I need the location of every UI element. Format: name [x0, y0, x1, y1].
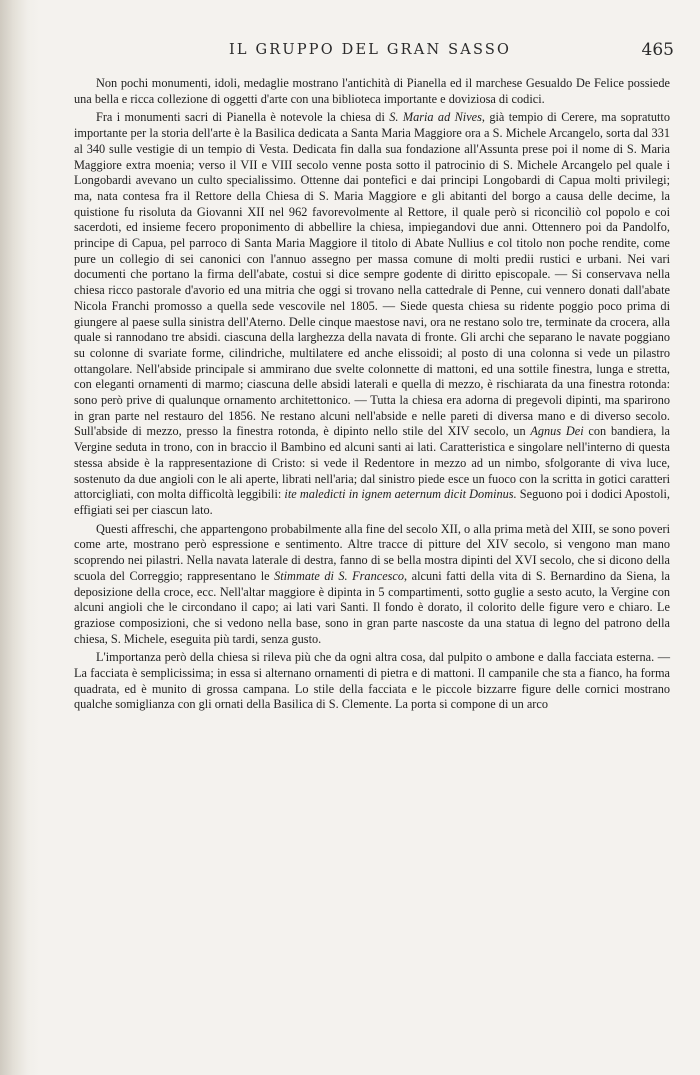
paragraph-2 — [74, 110, 670, 518]
book-page — [40, 0, 700, 1075]
page-header — [40, 42, 700, 66]
paragraph-1: Non pochi monumenti, idoli, medaglie mostrano l'antichità di Pianella ed il marchese Gesualdo De Felice possiede una bella e ricca collezione di oggetti d'arte con una biblioteca importante e doviziosa di codici. — [74, 76, 670, 106]
church-name-italic: S. Maria ad Nives — [389, 110, 482, 125]
paragraph-2-text-b: , già tempio di Cerere, ma sopratutto importante per la storia dell'arte è la Basilica dedicata a Santa Maria Maggiore ora a S. Michele Arcangelo, sorta dal 331 al 340 sulle vestigie di un tempio di Vesta. Dedicata fin dalla sua fondazione all'Assunta prese poi il nome di S. Maria Maggiore extra moenia; verso il VII e VIII secolo venne posta sotto il patrocinio di S. Michele Arcangelo pel quale i Longobardi avevano un culto specialissimo. Ottenne dai pontefici e dai principi Longobardi di Capua molti privilegi; ma, nata contesa fra il Rettore della Chiesa di S. Maria Maggiore e gli abitanti del borgo a causa delle decime, la quistione fu risoluta da Giovanni XII nel 962 favorevolmente al Rettore, il quale però si riconciliò col popolo e coi sacerdoti, ed insieme fecero proponimento di abbellire la chiesa, impiegandovi due anni. Ottennero poi da Pandolfo, principe di Capua, pel parroco di Santa Maria Maggiore il titolo di Abate Nullius e col titolo non poche rendite, come pure un collegio di sei canonici con l'annuo assegno per massa comune di molti predii rustici e urbani. Nei vari documenti che portano la firma dell'abate, costui si dice sempre godente di diritto episcopale. — Si conservava nella chiesa ricco pastorale d'avorio ed una mitria che oggi si trovano nella cattedrale di Penne, cui vennero donati dall'abate Nicola Franchi promosso a quella sede vescovile nel 1805. — Siede questa chiesa su ridente poggio poco prima di giungere al paese sulla sinistra dell'Aterno. Delle cinque maestose navi, ora ne restano solo tre, terminate da crocera, alla quale si rannodano tre absidi. ciascuna della larghezza della navata di fronte. Gli archi che separano le navate poggiano su colonne di svariate forme, cilindriche, multilatere ed anche elissoidi; al posto di una colonna si vede un pilastro ottangolare. Nell'abside principale si ammirano due svelte colonnette di mattoni, ed una sottile finestra, lunga e stretta, con eleganti ornamenti di marmo; ciascuna delle absidi laterali e quella di mezzo, è rischiarata da una finestra rotonda: sono però prive di qualunque ornamento architettonico. — Tutta la chiesa era adorna di pregevoli dipinti, ma sparirono in gran parte nel restauro del 1856. Ne restano alcuni nell'abside e nelle pareti di diversa mano e di diverso secolo. Sull'abside di mezzo, presso la finestra rotonda, è dipinto nello stile del XIV secolo, un — [74, 110, 670, 439]
body-text — [74, 76, 670, 713]
paragraph-3 — [74, 522, 670, 648]
paragraph-3-text-a: Questi affreschi, che appartengono probabilmente alla fine del secolo XII, o alla prima metà del XIII, se sono poveri come arte, mostrano però espressione e sentimento. Altre tracce di pitture del XIV secolo, si vengono man mano scoprendo nei pilastri. Nella navata laterale di destra, fanno di se bella mostra dipinti del XVI secolo, che si dicono della scuola del Correggio; rappresentano le — [74, 521, 670, 583]
paragraph-2-text-c: con bandiera, la Vergine seduta in trono, con in braccio il Bambino ed alcuni santi ai lati. Caratteristica e singolare nell'interno di questa stessa abside è la rappresentazione di Cristo: si vede il Redentore in mezzo ad un nimbo, sfolgorante di viva luce, sostenuto da due angioli con le ali aperte, librati nell'aria; dal sinistro piede esce un fuoco con la scritta in gotici caratteri attorcigliati, con molta difficoltà leggibili: — [74, 424, 671, 502]
paragraph-2-text-d: Seguono poi i dodici Apostoli, effigiati sei per ciascun lato. — [74, 487, 670, 517]
paragraph-3-text-b: , alcuni fatti della vita di S. Bernardino da Siena, la deposizione della croce, ecc. Nell'altar maggiore è dipinta in 5 compartimenti, sotto guglie a sesto acuto, la Vergine con alcuni angioli che le circondano il capo; ai lati vari Santi. Il fondo è dorato, il colorito delle figure vero e chiaro. Le graziose composizioni, che si vedono nella base, sono in gran parte nascoste da una statua di legno del patrono della chiesa, S. Michele, eseguita più tardi, senza gusto. — [74, 568, 670, 646]
paragraph-2-text-a: Fra i monumenti sacri di Pianella è notevole la chiesa di — [96, 110, 390, 125]
agnus-dei-italic: Agnus Dei — [530, 424, 584, 439]
book-binding-shadow — [0, 0, 40, 1075]
stimmate-italic: Stimmate di S. Francesco — [274, 568, 405, 583]
latin-inscription-italic: ite maledicti in ignem aeternum dicit Dominus. — [284, 487, 517, 502]
page-number: 465 — [641, 40, 674, 60]
running-title: IL GRUPPO DEL GRAN SASSO — [228, 42, 512, 58]
paragraph-4: L'importanza però della chiesa si rileva più che da ogni altra cosa, dal pulpito o ambone e dalla facciata esterna. — La facciata è semplicissima; in essa si alternano ornamenti di pietra e di mattoni. Il campanile che sta a fianco, ha forma quadrata, ed è munito di grossa campana. Lo stile della facciata e le piccole bizzarre figure delle cornici mostrano qualche somiglianza con gli ornati della Basilica di S. Clemente. La porta si compone di un arco — [74, 650, 670, 712]
